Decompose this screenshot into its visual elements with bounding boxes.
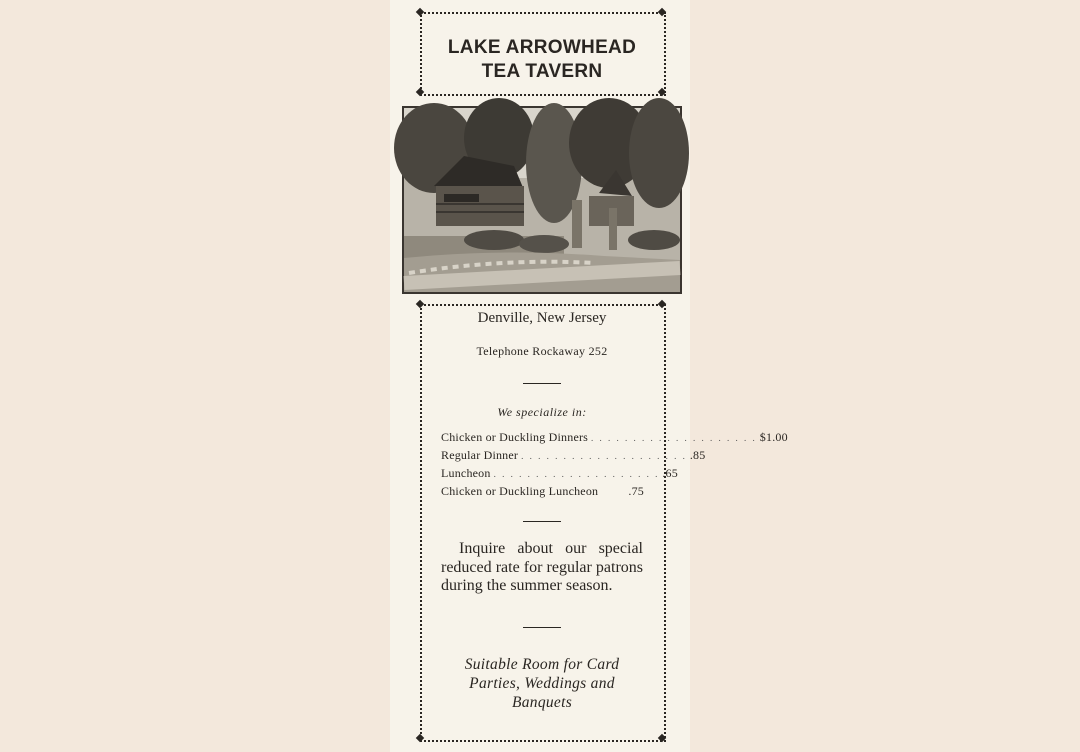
title-line-2: TEA TAVERN [481, 61, 603, 82]
leader-dots: . . . . . . . . . . . . . . . . . . . . [521, 451, 687, 461]
events-line-3: Banquets [511, 694, 573, 711]
menu-item [441, 482, 644, 500]
menu-item [441, 446, 706, 464]
location-text: Denville, New Jersey [477, 310, 607, 326]
divider [523, 627, 561, 628]
divider [523, 521, 561, 522]
menu-item-name: Luncheon [441, 466, 491, 480]
menu-item-name: Chicken or Duckling Luncheon [441, 484, 599, 498]
menu-item-price: .65 [662, 466, 678, 480]
events-line-2: Parties, Weddings and [469, 675, 615, 692]
summer-rate-notice: Inquire about our special reduced rate for regular patrons during the summer season. [441, 540, 643, 594]
page-title [424, 36, 660, 84]
menu-item [441, 464, 678, 482]
menu-heading: We specialize in: [497, 405, 587, 419]
tavern-photo [402, 106, 682, 294]
menu-list [441, 428, 788, 500]
menu-item-price: .75 [628, 484, 644, 498]
title-line-1: LAKE ARROWHEAD [447, 37, 637, 58]
menu-item-name: Chicken or Duckling Dinners [441, 430, 589, 444]
divider [523, 383, 561, 384]
events-text [444, 655, 640, 712]
menu-item-price: $1.00 [759, 430, 788, 444]
menu-item-name: Regular Dinner [441, 448, 519, 462]
leader-dots: . . . . . . . . . . . . . . . . . . . . [591, 433, 757, 443]
menu-item-price: .85 [689, 448, 706, 462]
leader-dots: . . . . . . . . . . . . . . . . . . . . [493, 469, 660, 479]
menu-item [441, 428, 788, 446]
telephone-text: Telephone Rockaway 252 [476, 344, 608, 358]
events-line-1: Suitable Room for Card [464, 656, 620, 673]
